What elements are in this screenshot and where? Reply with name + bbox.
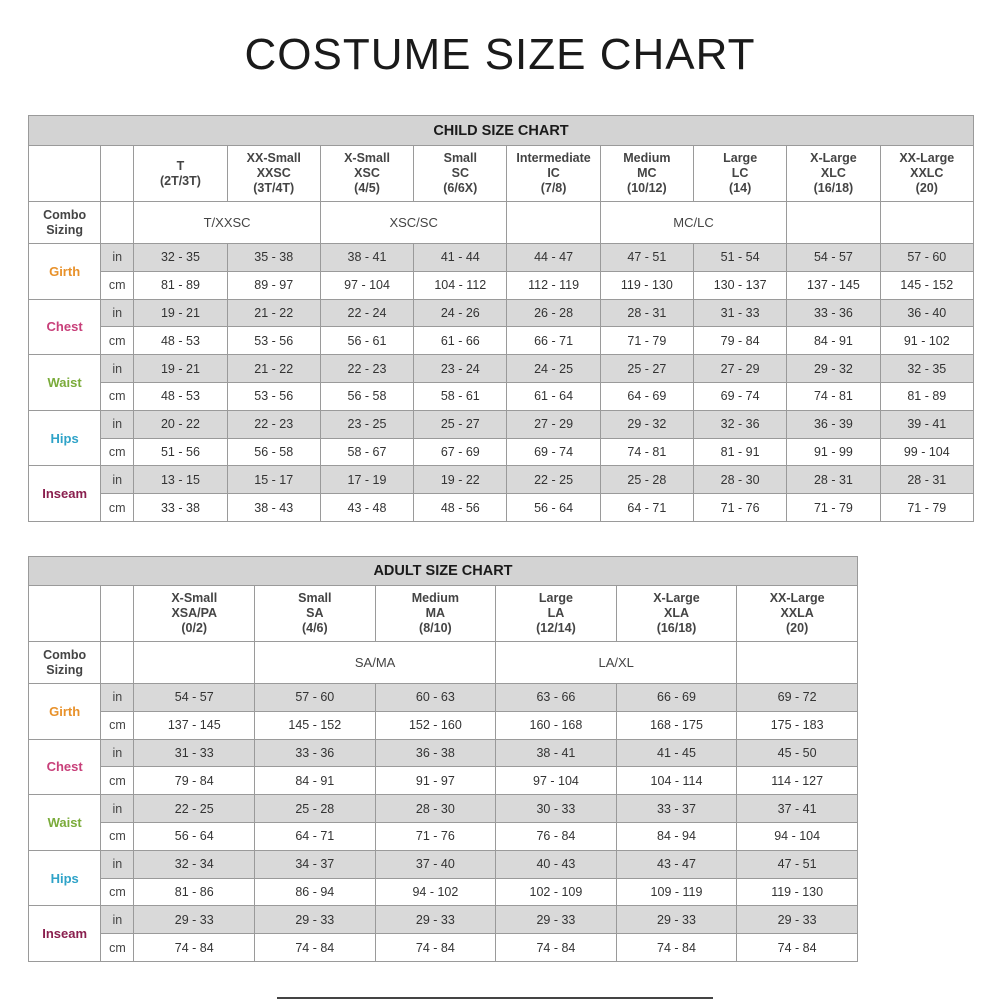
measurement-value: 19 - 21 (134, 299, 227, 327)
size-header-line: Medium (411, 591, 459, 605)
measurement-value: 22 - 24 (320, 299, 413, 327)
measurement-value: 40 - 43 (496, 850, 617, 878)
size-header-line: LC (731, 166, 749, 180)
measurement-value: 137 - 145 (134, 711, 255, 739)
size-header-line: (3T/4T) (253, 181, 295, 195)
combo-sizing-row (29, 642, 858, 684)
inseam-in-row (29, 466, 974, 494)
measurement-value: 29 - 33 (616, 906, 737, 934)
measurement-value: 33 - 36 (255, 739, 376, 767)
measurement-value: 37 - 40 (375, 850, 496, 878)
measurement-label-inseam: Inseam (29, 906, 101, 962)
size-header-line: (4/5) (354, 181, 380, 195)
measurement-value: 84 - 91 (255, 767, 376, 795)
waist-cm-row (29, 822, 858, 850)
size-header-line: (16/18) (813, 181, 854, 195)
measurement-value: 64 - 71 (255, 822, 376, 850)
adult-size-chart (28, 556, 858, 962)
measurement-value: 56 - 64 (134, 822, 255, 850)
measurement-value: 74 - 84 (496, 934, 617, 962)
combo-sizing-label-line: Combo (43, 647, 87, 662)
combo-sizing-label (29, 642, 101, 684)
measurement-value: 27 - 29 (507, 410, 600, 438)
measurement-value: 160 - 168 (496, 711, 617, 739)
size-header (880, 146, 973, 202)
measurement-value: 38 - 41 (496, 739, 617, 767)
size-header-line: Small (298, 591, 332, 605)
measurement-label-chest: Chest (29, 739, 101, 795)
measurement-value: 63 - 66 (496, 684, 617, 712)
measurement-value: 58 - 61 (414, 382, 507, 410)
measurement-value: 69 - 74 (694, 382, 787, 410)
size-header-line: IC (547, 166, 560, 180)
measurement-value: 64 - 71 (600, 494, 693, 522)
measurement-value: 48 - 56 (414, 494, 507, 522)
girth-cm-row (29, 271, 974, 299)
measurement-value: 44 - 47 (507, 244, 600, 272)
measurement-value: 33 - 36 (787, 299, 880, 327)
measurement-label-chest: Chest (29, 299, 101, 355)
unit-label-in: in (101, 299, 134, 327)
size-header (600, 146, 693, 202)
combo-size-cell: T/XXSC (134, 202, 321, 244)
size-header (134, 146, 227, 202)
measurement-value: 57 - 60 (880, 244, 973, 272)
measurement-value: 19 - 21 (134, 355, 227, 383)
measurement-value: 51 - 54 (694, 244, 787, 272)
measurement-value: 89 - 97 (227, 271, 320, 299)
measurement-value: 175 - 183 (737, 711, 858, 739)
measurement-value: 48 - 53 (134, 382, 227, 410)
measurement-value: 33 - 37 (616, 795, 737, 823)
combo-sizing-label-line: Combo (43, 207, 87, 222)
measurement-label-girth: Girth (29, 244, 101, 300)
measurement-value: 32 - 34 (134, 850, 255, 878)
size-header-line: (16/18) (656, 621, 697, 635)
unit-label-in: in (101, 466, 134, 494)
measurement-value: 37 - 41 (737, 795, 858, 823)
measurement-value: 39 - 41 (880, 410, 973, 438)
measurement-value: 91 - 97 (375, 767, 496, 795)
measurement-value: 32 - 35 (134, 244, 227, 272)
unit-label-in: in (101, 410, 134, 438)
combo-size-cell: SA/MA (255, 642, 496, 684)
size-header-row (29, 146, 974, 202)
measurement-value: 81 - 91 (694, 438, 787, 466)
measurement-value: 145 - 152 (255, 711, 376, 739)
size-header-line: MC (637, 166, 657, 180)
measurement-value: 36 - 39 (787, 410, 880, 438)
size-header-line: (20) (915, 181, 938, 195)
measurement-value: 57 - 60 (255, 684, 376, 712)
measurement-value: 31 - 33 (694, 299, 787, 327)
measurement-value: 51 - 56 (134, 438, 227, 466)
size-header-line: XSC (354, 166, 380, 180)
size-header-line: Medium (623, 151, 671, 165)
measurement-value: 54 - 57 (787, 244, 880, 272)
measurement-value: 34 - 37 (255, 850, 376, 878)
hips-cm-row (29, 878, 858, 906)
size-header (787, 146, 880, 202)
measurement-value: 22 - 25 (507, 466, 600, 494)
waist-in-row (29, 795, 858, 823)
size-header (694, 146, 787, 202)
measurement-value: 27 - 29 (694, 355, 787, 383)
measurement-value: 104 - 112 (414, 271, 507, 299)
size-header-line: Small (443, 151, 477, 165)
measurement-value: 130 - 137 (694, 271, 787, 299)
measurement-value: 28 - 31 (600, 299, 693, 327)
measurement-value: 28 - 31 (880, 466, 973, 494)
size-header-line: T (176, 158, 185, 173)
measurement-value: 47 - 51 (600, 244, 693, 272)
measurement-value: 97 - 104 (496, 767, 617, 795)
measurement-value: 43 - 48 (320, 494, 413, 522)
child-chart-title: CHILD SIZE CHART (29, 116, 974, 146)
measurement-value: 48 - 53 (134, 327, 227, 355)
measurement-value: 25 - 28 (255, 795, 376, 823)
girth-cm-row (29, 711, 858, 739)
unit-label-cm: cm (101, 494, 134, 522)
combo-sizing-label-line: Sizing (46, 222, 84, 237)
waist-in-row (29, 355, 974, 383)
measurement-value: 71 - 79 (787, 494, 880, 522)
measurement-value: 36 - 38 (375, 739, 496, 767)
measurement-value: 79 - 84 (134, 767, 255, 795)
measurement-value: 86 - 94 (255, 878, 376, 906)
measurement-value: 74 - 84 (616, 934, 737, 962)
unit-label-cm: cm (101, 711, 134, 739)
measurement-value: 15 - 17 (227, 466, 320, 494)
measurement-value: 41 - 44 (414, 244, 507, 272)
measurement-value: 94 - 104 (737, 822, 858, 850)
measurement-value: 69 - 74 (507, 438, 600, 466)
measurement-value: 13 - 15 (134, 466, 227, 494)
inseam-cm-row (29, 934, 858, 962)
child-size-chart (28, 115, 974, 522)
measurement-value: 114 - 127 (737, 767, 858, 795)
measurement-value: 71 - 76 (375, 822, 496, 850)
measurement-value: 91 - 99 (787, 438, 880, 466)
measurement-value: 23 - 25 (320, 410, 413, 438)
size-header-line: SA (306, 606, 324, 620)
measurement-value: 56 - 58 (320, 382, 413, 410)
measurement-value: 56 - 61 (320, 327, 413, 355)
measurement-value: 53 - 56 (227, 382, 320, 410)
measurement-value: 53 - 56 (227, 327, 320, 355)
measurement-value: 66 - 71 (507, 327, 600, 355)
combo-unit-blank (101, 642, 134, 684)
measurement-value: 145 - 152 (880, 271, 973, 299)
waist-cm-row (29, 382, 974, 410)
size-header-line: XXLC (910, 166, 944, 180)
measurement-value: 36 - 40 (880, 299, 973, 327)
measurement-value: 56 - 58 (227, 438, 320, 466)
measurement-value: 71 - 79 (880, 494, 973, 522)
combo-sizing-label-line: Sizing (46, 662, 84, 677)
measurement-value: 60 - 63 (375, 684, 496, 712)
unit-label-cm: cm (101, 438, 134, 466)
size-header-line: MA (425, 606, 446, 620)
measurement-value: 22 - 23 (227, 410, 320, 438)
measurement-value: 29 - 33 (496, 906, 617, 934)
measurement-value: 94 - 102 (375, 878, 496, 906)
size-header-line: X-Small (171, 591, 218, 605)
adult-chart-title: ADULT SIZE CHART (29, 557, 858, 586)
size-header-line: Large (538, 591, 573, 605)
measurement-value: 24 - 25 (507, 355, 600, 383)
unit-label-cm: cm (101, 327, 134, 355)
measurement-value: 79 - 84 (694, 327, 787, 355)
measurement-value: 74 - 81 (600, 438, 693, 466)
measurement-value: 109 - 119 (616, 878, 737, 906)
combo-sizing-label (29, 202, 101, 244)
girth-in-row (29, 244, 974, 272)
size-header-line: (2T/3T) (159, 173, 201, 188)
size-header (227, 146, 320, 202)
unit-label-in: in (101, 244, 134, 272)
inseam-in-row (29, 906, 858, 934)
header-blank-cell (29, 146, 101, 202)
size-header-line: X-Large (810, 151, 857, 165)
size-header (414, 146, 507, 202)
unit-label-in: in (101, 739, 134, 767)
measurement-value: 41 - 45 (616, 739, 737, 767)
size-header-line: XX-Small (246, 151, 301, 165)
girth-in-row (29, 684, 858, 712)
measurement-value: 45 - 50 (737, 739, 858, 767)
size-header-line: (12/14) (536, 621, 576, 635)
measurement-label-waist: Waist (29, 355, 101, 411)
size-header-line: X-Large (653, 591, 700, 605)
measurement-label-inseam: Inseam (29, 466, 101, 522)
size-header (616, 586, 737, 642)
size-header-line: SC (451, 166, 469, 180)
measurement-value: 119 - 130 (737, 878, 858, 906)
hips-in-row (29, 850, 858, 878)
size-header-line: (20) (786, 621, 809, 635)
unit-label-cm: cm (101, 822, 134, 850)
unit-label-cm: cm (101, 382, 134, 410)
size-header-line: Large (723, 151, 758, 165)
size-header (507, 146, 600, 202)
measurement-value: 61 - 66 (414, 327, 507, 355)
measurement-value: 56 - 64 (507, 494, 600, 522)
size-header-line: XLA (664, 606, 689, 620)
measurement-value: 67 - 69 (414, 438, 507, 466)
measurement-value: 152 - 160 (375, 711, 496, 739)
measurement-value: 28 - 31 (787, 466, 880, 494)
measurement-value: 32 - 35 (880, 355, 973, 383)
measurement-label-waist: Waist (29, 795, 101, 851)
measurement-value: 81 - 86 (134, 878, 255, 906)
measurement-value: 99 - 104 (880, 438, 973, 466)
combo-size-cell: XSC/SC (320, 202, 507, 244)
unit-label-in: in (101, 906, 134, 934)
measurement-value: 97 - 104 (320, 271, 413, 299)
combo-size-cell (134, 642, 255, 684)
measurement-value: 32 - 36 (694, 410, 787, 438)
size-header-line: (6/6X) (443, 181, 478, 195)
measurement-label-girth: Girth (29, 684, 101, 740)
size-header-row (29, 586, 858, 642)
measurement-value: 29 - 33 (255, 906, 376, 934)
measurement-value: 74 - 84 (134, 934, 255, 962)
measurement-value: 25 - 28 (600, 466, 693, 494)
measurement-value: 47 - 51 (737, 850, 858, 878)
measurement-value: 25 - 27 (414, 410, 507, 438)
measurement-value: 31 - 33 (134, 739, 255, 767)
measurement-value: 30 - 33 (496, 795, 617, 823)
measurement-value: 21 - 22 (227, 355, 320, 383)
measurement-value: 26 - 28 (507, 299, 600, 327)
combo-unit-blank (101, 202, 134, 244)
size-header-line: (14) (729, 181, 752, 195)
measurement-value: 74 - 84 (375, 934, 496, 962)
unit-label-cm: cm (101, 934, 134, 962)
measurement-label-hips: Hips (29, 850, 101, 906)
header-blank-cell (101, 586, 134, 642)
size-header (375, 586, 496, 642)
hips-cm-row (29, 438, 974, 466)
size-header (255, 586, 376, 642)
measurement-value: 38 - 43 (227, 494, 320, 522)
unit-label-cm: cm (101, 878, 134, 906)
measurement-value: 23 - 24 (414, 355, 507, 383)
size-header-line: LA (547, 606, 565, 620)
header-blank-cell (101, 146, 134, 202)
measurement-value: 22 - 23 (320, 355, 413, 383)
measurement-value: 29 - 33 (737, 906, 858, 934)
measurement-value: 22 - 25 (134, 795, 255, 823)
unit-label-in: in (101, 850, 134, 878)
size-header-line: XSA/PA (171, 606, 218, 620)
page-title: COSTUME SIZE CHART (244, 30, 756, 79)
unit-label-in: in (101, 355, 134, 383)
measurement-value: 61 - 64 (507, 382, 600, 410)
size-header (737, 586, 858, 642)
chest-cm-row (29, 767, 858, 795)
measurement-value: 137 - 145 (787, 271, 880, 299)
unit-label-in: in (101, 684, 134, 712)
inseam-cm-row (29, 494, 974, 522)
measurement-value: 112 - 119 (507, 271, 600, 299)
measurement-value: 69 - 72 (737, 684, 858, 712)
size-header-line: XLC (820, 166, 846, 180)
combo-size-cell (787, 202, 880, 244)
size-header-line: XXSC (256, 166, 291, 180)
measurement-value: 28 - 30 (694, 466, 787, 494)
measurement-value: 104 - 114 (616, 767, 737, 795)
measurement-label-hips: Hips (29, 410, 101, 466)
size-header-line: (0/2) (181, 621, 208, 635)
measurement-value: 29 - 33 (134, 906, 255, 934)
measurement-value: 84 - 94 (616, 822, 737, 850)
measurement-value: 38 - 41 (320, 244, 413, 272)
measurement-value: 81 - 89 (134, 271, 227, 299)
measurement-value: 64 - 69 (600, 382, 693, 410)
measurement-value: 25 - 27 (600, 355, 693, 383)
size-header (134, 586, 255, 642)
measurement-value: 33 - 38 (134, 494, 227, 522)
combo-size-cell (737, 642, 858, 684)
measurement-value: 168 - 175 (616, 711, 737, 739)
size-header-line: X-Small (344, 151, 390, 165)
measurement-value: 71 - 79 (600, 327, 693, 355)
measurement-value: 20 - 22 (134, 410, 227, 438)
unit-label-cm: cm (101, 271, 134, 299)
measurement-value: 74 - 84 (737, 934, 858, 962)
measurement-value: 35 - 38 (227, 244, 320, 272)
unit-label-cm: cm (101, 767, 134, 795)
size-header-line: (8/10) (419, 621, 452, 635)
measurement-value: 21 - 22 (227, 299, 320, 327)
combo-sizing-row (29, 202, 974, 244)
size-header-line: XXLA (780, 606, 814, 620)
measurement-value: 43 - 47 (616, 850, 737, 878)
hips-in-row (29, 410, 974, 438)
size-header (320, 146, 413, 202)
measurement-value: 54 - 57 (134, 684, 255, 712)
measurement-value: 58 - 67 (320, 438, 413, 466)
measurement-value: 71 - 76 (694, 494, 787, 522)
bottom-divider (277, 997, 713, 999)
measurement-value: 84 - 91 (787, 327, 880, 355)
combo-size-cell (880, 202, 973, 244)
measurement-value: 76 - 84 (496, 822, 617, 850)
chest-in-row (29, 299, 974, 327)
combo-size-cell: LA/XL (496, 642, 737, 684)
header-blank-cell (29, 586, 101, 642)
measurement-value: 91 - 102 (880, 327, 973, 355)
size-header-line: XX-Large (769, 591, 825, 605)
measurement-value: 24 - 26 (414, 299, 507, 327)
measurement-value: 29 - 32 (787, 355, 880, 383)
measurement-value: 74 - 84 (255, 934, 376, 962)
measurement-value: 102 - 109 (496, 878, 617, 906)
measurement-value: 66 - 69 (616, 684, 737, 712)
size-header (496, 586, 617, 642)
size-header-line: (10/12) (627, 181, 667, 195)
measurement-value: 17 - 19 (320, 466, 413, 494)
unit-label-in: in (101, 795, 134, 823)
size-header-line: XX-Large (899, 151, 955, 165)
chest-in-row (29, 739, 858, 767)
measurement-value: 19 - 22 (414, 466, 507, 494)
measurement-value: 29 - 32 (600, 410, 693, 438)
combo-size-cell (507, 202, 600, 244)
measurement-value: 28 - 30 (375, 795, 496, 823)
size-header-line: (4/6) (301, 621, 328, 635)
size-header-line: Intermediate (516, 151, 591, 165)
combo-size-cell: MC/LC (600, 202, 787, 244)
chest-cm-row (29, 327, 974, 355)
measurement-value: 119 - 130 (600, 271, 693, 299)
measurement-value: 29 - 33 (375, 906, 496, 934)
size-header-line: (7/8) (540, 181, 567, 195)
measurement-value: 74 - 81 (787, 382, 880, 410)
measurement-value: 81 - 89 (880, 382, 973, 410)
